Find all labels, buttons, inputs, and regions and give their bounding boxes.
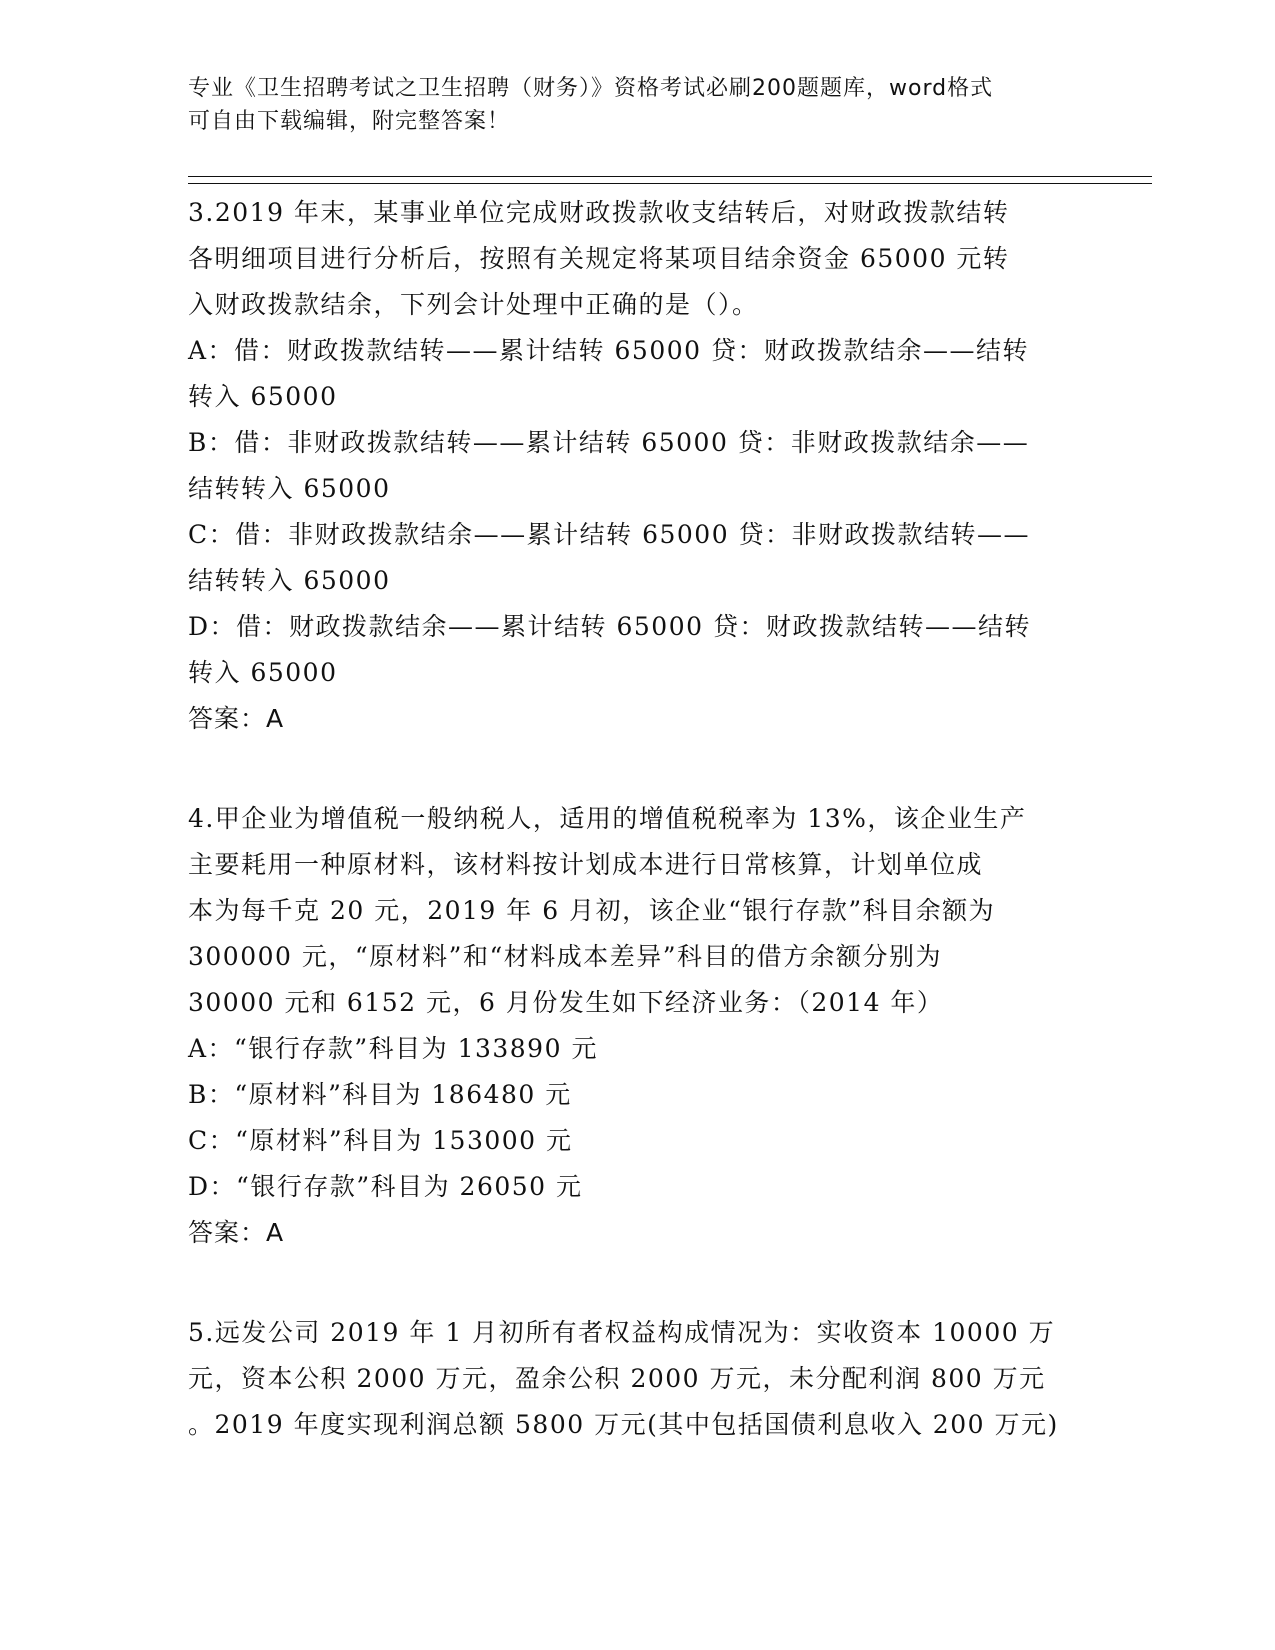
question-stem-line: 30000 元和 6152 元，6 月份发生如下经济业务：（2014 年） [188, 988, 944, 1017]
option-b-line-1: B：借：非财政拨款结转——累计结转 65000 贷：非财政拨款结余—— [188, 428, 1030, 457]
question-stem-line: 。2019 年度实现利润总额 5800 万元(其中包括国债利息收入 200 万元) [188, 1410, 1059, 1439]
header-rule-top [188, 176, 1152, 177]
question-stem-line: 5.远发公司 2019 年 1 月初所有者权益构成情况为：实收资本 10000 万 [188, 1318, 1056, 1347]
option-b: B：“原材料”科目为 186480 元 [188, 1080, 572, 1109]
question-spacer [188, 742, 1093, 796]
answer-label: 答案：A [188, 1218, 285, 1247]
document-header [188, 72, 1068, 138]
question-stem-line: 入财政拨款结余，下列会计处理中正确的是（）。 [188, 290, 759, 319]
option-d-line-2: 转入 65000 [188, 658, 338, 687]
question-4 [188, 796, 1093, 1256]
question-stem-line: 300000 元，“原材料”和“材料成本差异”科目的借方余额分别为 [188, 942, 943, 971]
question-stem-line: 各明细项目进行分析后，按照有关规定将某项目结余资金 65000 元转 [188, 244, 1010, 273]
option-d: D：“银行存款”科目为 26050 元 [188, 1172, 583, 1201]
question-stem-line: 本为每千克 20 元，2019 年 6 月初，该企业“银行存款”科目余额为 [188, 896, 996, 925]
question-3 [188, 190, 1093, 742]
question-stem-line: 3.2019 年末，某事业单位完成财政拨款收支结转后，对财政拨款结转 [188, 198, 1010, 227]
header-line-2: 可自由下载编辑，附完整答案！ [188, 109, 511, 134]
option-b-line-2: 结转转入 65000 [188, 474, 391, 503]
option-d-line-1: D：借：财政拨款结余——累计结转 65000 贷：财政拨款结转——结转 [188, 612, 1031, 641]
question-spacer [188, 1256, 1093, 1310]
question-stem-line: 4.甲企业为增值税一般纳税人，适用的增值税税率为 13%，该企业生产 [188, 804, 1027, 833]
option-a: A：“银行存款”科目为 133890 元 [188, 1034, 598, 1063]
header-line-1: 专业《卫生招聘考试之卫生招聘（财务）》资格考试必刷200题题库，word格式 [188, 76, 994, 101]
answer-label: 答案：A [188, 704, 285, 733]
option-c: C：“原材料”科目为 153000 元 [188, 1126, 573, 1155]
question-stem-line: 元，资本公积 2000 万元，盈余公积 2000 万元，未分配利润 800 万元 [188, 1364, 1046, 1393]
option-c-line-1: C：借：非财政拨款结余——累计结转 65000 贷：非财政拨款结转—— [188, 520, 1031, 549]
header-rule-bottom [188, 183, 1152, 184]
option-a-line-1: A：借：财政拨款结转——累计结转 65000 贷：财政拨款结余——结转 [188, 336, 1029, 365]
option-c-line-2: 结转转入 65000 [188, 566, 391, 595]
question-stem-line: 主要耗用一种原材料，该材料按计划成本进行日常核算，计划单位成 [188, 850, 984, 879]
question-5 [188, 1310, 1093, 1448]
question-list [188, 190, 1093, 1448]
option-a-line-2: 转入 65000 [188, 382, 338, 411]
